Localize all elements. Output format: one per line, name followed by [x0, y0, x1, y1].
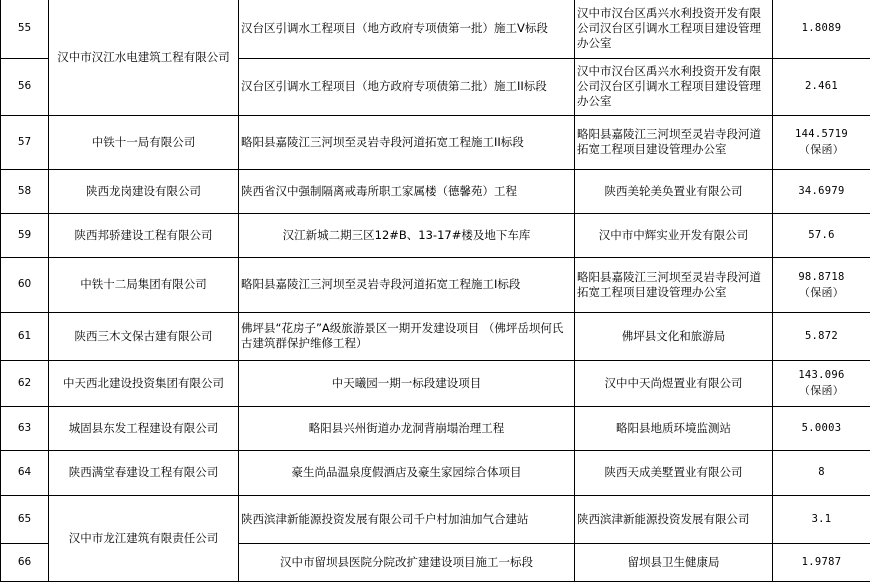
- row-number: 55: [1, 0, 49, 58]
- table-row: [1, 450, 870, 495]
- table-row: [1, 406, 870, 450]
- project-cell: 汉台区引调水工程项目（地方政府专项债第一批）施工V标段: [239, 0, 575, 58]
- owner-cell: 汉中市中辉实业开发有限公司: [575, 213, 773, 257]
- amount-value: 144.5719: [795, 128, 848, 140]
- amount-value: 3.1: [811, 512, 832, 525]
- amount-value: 34.6979: [798, 184, 845, 197]
- amount-value: 8: [818, 466, 825, 478]
- owner-cell: 汉中市汉台区禹兴水利投资开发有限公司汉台区引调水工程项目建设管理办公室: [575, 0, 773, 58]
- project-cell: 略阳县兴州街道办龙洞背崩塌治理工程: [239, 406, 575, 450]
- company-cell: 陕西满堂春建设工程有限公司: [49, 450, 239, 495]
- project-cell: 中天曦园一期一标段建设项目: [239, 360, 575, 406]
- project-cell: 汉中市留坝县医院分院改扩建建设项目施工一标段: [239, 543, 575, 581]
- row-number: 64: [1, 450, 49, 495]
- amount-cell: [773, 450, 870, 495]
- row-number: 66: [1, 543, 49, 581]
- amount-value: 98.8718: [798, 270, 845, 283]
- amount-cell: [773, 169, 870, 213]
- guarantee-note: （保函）: [798, 285, 845, 299]
- company-cell: 陕西龙岗建设有限公司: [49, 169, 239, 213]
- table-row: [1, 0, 870, 58]
- row-number: 57: [1, 115, 49, 169]
- company-cell: 陕西三木文保古建有限公司: [49, 312, 239, 360]
- amount-value: 143.096: [798, 369, 845, 381]
- table-row: [1, 312, 870, 360]
- owner-cell: 略阳县嘉陵江三河坝至灵岩寺段河道拓宽工程项目建设管理办公室: [575, 115, 773, 169]
- guarantee-note: （保函）: [798, 143, 845, 156]
- table-row: [1, 360, 870, 406]
- table-row: [1, 213, 870, 257]
- owner-cell: 陕西美轮美奂置业有限公司: [575, 169, 773, 213]
- amount-cell: [773, 115, 870, 169]
- company-cell: 陕西邦骄建设工程有限公司: [49, 213, 239, 257]
- company-cell: 中铁十二局集团有限公司: [49, 257, 239, 312]
- company-cell: 中铁十一局有限公司: [49, 115, 239, 169]
- amount-value: 1.9787: [801, 555, 842, 568]
- owner-cell: 陕西天成美墅置业有限公司: [575, 450, 773, 495]
- guarantee-note: （保函）: [798, 384, 845, 397]
- owner-cell: 略阳县地质环境监测站: [575, 406, 773, 450]
- amount-cell: [773, 543, 870, 581]
- row-number: 63: [1, 406, 49, 450]
- company-cell: 中天西北建设投资集团有限公司: [49, 360, 239, 406]
- owner-cell: 略阳县嘉陵江三河坝至灵岩寺段河道拓宽工程项目建设管理办公室: [575, 257, 773, 312]
- amount-cell: [773, 360, 870, 406]
- row-number: 65: [1, 495, 49, 543]
- project-cell: 汉台区引调水工程项目（地方政府专项债第二批）施工II标段: [239, 58, 575, 115]
- owner-cell: 汉中中天尚煜置业有限公司: [575, 360, 773, 406]
- amount-cell: [773, 495, 870, 543]
- project-cell: 豪生尚品温泉度假酒店及豪生家园综合体项目: [239, 450, 575, 495]
- amount-cell: [773, 0, 870, 58]
- amount-value: 5.0003: [801, 421, 842, 434]
- company-cell: 城固县东发工程建设有限公司: [49, 406, 239, 450]
- amount-value: 1.8089: [801, 22, 842, 35]
- owner-cell: 佛坪县文化和旅游局: [575, 312, 773, 360]
- project-cell: 佛坪县“花房子”A级旅游景区一期开发建设项目 （佛坪岳坝何氏古建筑群保护维修工程）: [239, 312, 575, 360]
- table-row: [1, 115, 870, 169]
- amount-value: 57.6: [808, 228, 835, 241]
- amount-cell: [773, 312, 870, 360]
- table-row: [1, 169, 870, 213]
- project-cell: 略阳县嘉陵江三河坝至灵岩寺段河道拓宽工程施工II标段: [239, 115, 575, 169]
- row-number: 62: [1, 360, 49, 406]
- project-cell: 汉江新城二期三区12#B、13-17#楼及地下车库: [239, 213, 575, 257]
- table-row: [1, 495, 870, 543]
- row-number: 59: [1, 213, 49, 257]
- amount-value: 2.461: [804, 80, 839, 92]
- owner-cell: 陕西滨津新能源投资发展有限公司: [575, 495, 773, 543]
- row-number: 56: [1, 58, 49, 115]
- amount-cell: [773, 58, 870, 115]
- project-cell: 略阳县嘉陵江三河坝至灵岩寺段河道拓宽工程施工I标段: [239, 257, 575, 312]
- project-cell: 陕西省汉中强制隔离戒毒所职工家属楼（德馨苑）工程: [239, 169, 575, 213]
- amount-cell: [773, 257, 870, 312]
- row-number: 60: [1, 257, 49, 312]
- amount-cell: [773, 213, 870, 257]
- amount-value: 5.872: [804, 329, 839, 342]
- company-cell: 汉中市汉江水电建筑工程有限公司: [49, 0, 239, 115]
- owner-cell: 汉中市汉台区禹兴水利投资开发有限公司汉台区引调水工程项目建设管理办公室: [575, 58, 773, 115]
- row-number: 58: [1, 169, 49, 213]
- amount-cell: [773, 406, 870, 450]
- company-cell: 汉中市龙江建筑有限责任公司: [49, 495, 239, 581]
- project-cell: 陕西滨津新能源投资发展有限公司千户村加油加气合建站: [239, 495, 575, 543]
- row-number: 61: [1, 312, 49, 360]
- owner-cell: 留坝县卫生健康局: [575, 543, 773, 581]
- table-row: [1, 257, 870, 312]
